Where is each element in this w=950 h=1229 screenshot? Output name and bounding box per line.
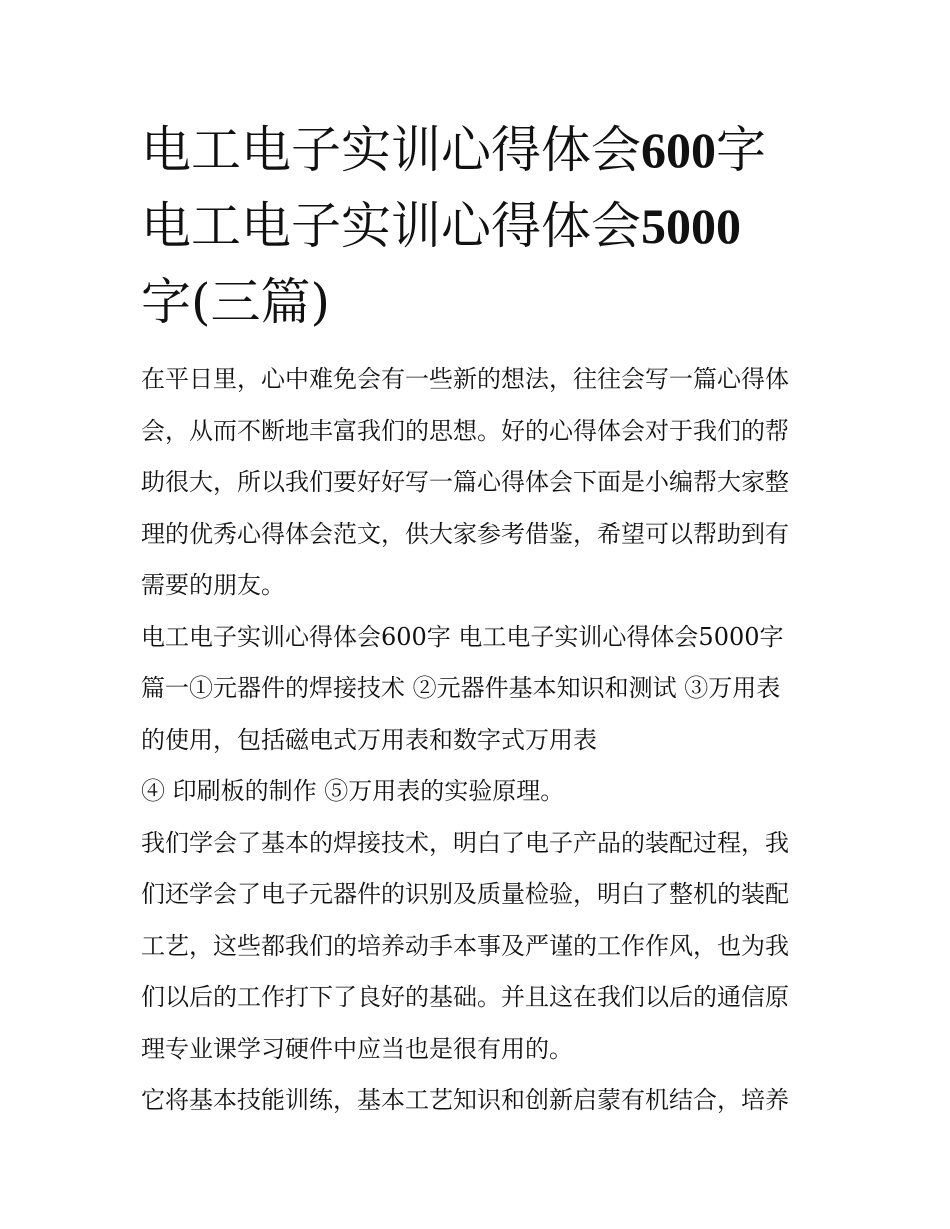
- body-line: 们以后的工作打下了良好的基础。并且这在我们以后的通信原: [141, 983, 789, 1011]
- body-line: 理专业课学习硬件中应当也是很有用的。: [141, 1034, 573, 1063]
- document-content: [141, 112, 813, 1127]
- body-line: 助很大，所以我们要好好写一篇心得体会下面是小编帮大家整: [141, 468, 789, 496]
- body-line: 们还学会了电子元器件的识别及质量检验，明白了整机的装配: [141, 880, 789, 908]
- title-line-1: 电工电子实训心得体会600字: [141, 121, 766, 179]
- body-line: 的使用，包括磁电式万用表和数字式万用表: [141, 725, 597, 754]
- body-line: 电工电子实训心得体会600字 电工电子实训心得体会5000字: [141, 622, 784, 651]
- body-line: 理的优秀心得体会范文，供大家参考借鉴，希望可以帮助到有: [141, 519, 789, 548]
- body-line: 篇一①元器件的焊接技术 ②元器件基本知识和测试 ③万用表: [141, 674, 781, 702]
- body-line: 需要的朋友。: [141, 571, 285, 599]
- body-line: 它将基本技能训练，基本工艺知识和创新启蒙有机结合，培养: [141, 1086, 789, 1114]
- body-line: 工艺，这些都我们的培养动手本事及严谨的工作作风，也为我: [141, 931, 789, 960]
- title-line-3: 字(三篇): [141, 273, 331, 331]
- body-line: 在平日里，心中难免会有一些新的想法，往往会写一篇心得体: [141, 365, 789, 393]
- document-body: [141, 354, 813, 1127]
- body-line: 会，从而不断地丰富我们的思想。好的心得体会对于我们的帮: [141, 416, 789, 445]
- body-line: ④ 印刷板的制作 ⑤万用表的实验原理。: [141, 777, 565, 805]
- body-line: 我们学会了基本的焊接技术，明白了电子产品的装配过程，我: [141, 828, 789, 857]
- title-line-2: 电工电子实训心得体会5000: [141, 197, 741, 255]
- document-title: [141, 112, 813, 340]
